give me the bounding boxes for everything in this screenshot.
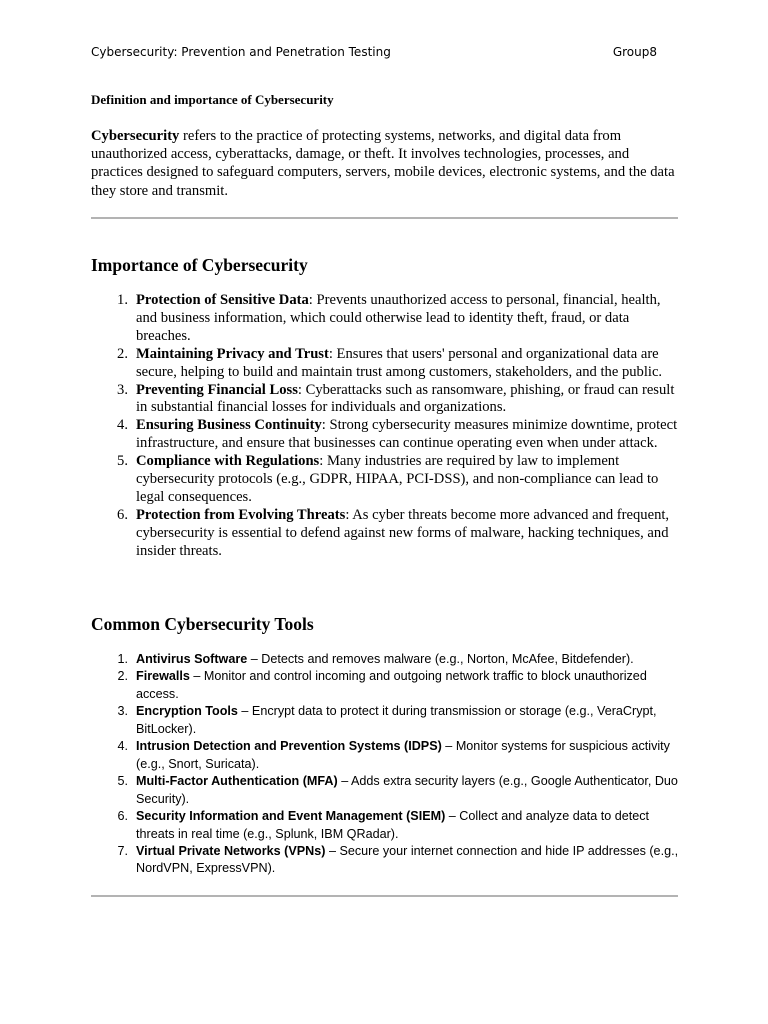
importance-list: [117, 292, 681, 561]
definition-paragraph: [91, 127, 681, 200]
item-title: Compliance with Regulations: [136, 453, 320, 470]
item-text: – Adds extra security layers (e.g., Google Authenticator, Duo Security).: [136, 774, 678, 806]
list-item: [117, 417, 681, 453]
importance-heading: Importance of Cybersecurity: [91, 255, 308, 275]
list-number: 4.: [117, 417, 128, 434]
item-title: Encryption Tools: [136, 704, 238, 719]
item-title: Protection of Sensitive Data: [136, 292, 309, 308]
list-item: [117, 292, 681, 346]
item-text: : Cyberattacks such as ransomware, phishing, or fraud can result in substantial financial losses for individuals and organizations.: [136, 381, 675, 416]
item-title: Antivirus Software: [136, 652, 248, 666]
list-number: 3.: [117, 704, 128, 719]
list-number: 5.: [117, 774, 128, 789]
horizontal-rule: [91, 895, 678, 897]
item-title: Intrusion Detection and Prevention Systems (IDPS): [136, 739, 442, 754]
item-title: Multi-Factor Authentication (MFA): [136, 774, 338, 789]
list-item: [117, 381, 681, 418]
list-item: [117, 651, 681, 668]
item-text: – Monitor and control incoming and outgoing network traffic to block unauthorized access.: [136, 669, 647, 701]
item-title: Firewalls: [136, 669, 190, 684]
item-title: Security Information and Event Management (SIEM): [136, 809, 446, 824]
item-text: : Prevents unauthorized access to personal, financial, health, and business information, which could otherwise lead to identity theft, fraud, or data breaches.: [136, 292, 661, 344]
list-number: 1.: [117, 652, 128, 666]
item-text: – Collect and analyze data to detect threats in real time (e.g., Splunk, IBM QRadar).: [136, 809, 650, 841]
list-item: [117, 808, 681, 843]
list-item: [117, 843, 681, 878]
list-number: 3.: [117, 381, 128, 398]
list-number: 1.: [117, 292, 128, 308]
item-text: – Detects and removes malware (e.g., Norton, McAfee, Bitdefender).: [247, 652, 634, 666]
item-title: Preventing Financial Loss: [136, 381, 298, 398]
list-item: [117, 453, 681, 507]
horizontal-rule: [91, 217, 678, 219]
list-item: [117, 668, 681, 703]
item-text: : As cyber threats become more advanced and frequent, cybersecurity is essential to defend against new forms of malware, hacking techniques, and insider threats.: [136, 506, 670, 559]
item-title: Maintaining Privacy and Trust: [136, 345, 329, 362]
list-item: [117, 345, 681, 382]
definition-text: refers to the practice of protecting systems, networks, and digital data from unauthorized access, cyberattacks, damage, or theft. It involves technologies, processes, and practices designed to safeguard computers, servers, mobile devices, electronic systems, and the data they store and transmit.: [91, 128, 675, 199]
item-text: – Secure your internet connection and hide IP addresses (e.g., NordVPN, ExpressVPN).: [136, 843, 679, 876]
list-number: 6.: [117, 506, 128, 523]
tools-heading: Common Cybersecurity Tools: [91, 614, 314, 634]
list-number: 4.: [117, 739, 128, 754]
item-text: – Encrypt data to protect it during transmission or storage (e.g., VeraCrypt, BitLocker).: [136, 704, 657, 736]
item-title: Ensuring Business Continuity: [136, 417, 322, 434]
tools-list: [117, 651, 681, 878]
item-text: – Monitor systems for suspicious activity (e.g., Snort, Suricata).: [136, 739, 670, 771]
list-number: 2.: [117, 345, 128, 362]
list-number: 7.: [117, 843, 128, 858]
page-header: [91, 45, 657, 65]
item-text: : Strong cybersecurity measures minimize downtime, protect infrastructure, and ensure that businesses can continue operating even when under attack.: [136, 417, 678, 452]
item-title: Protection from Evolving Threats: [136, 506, 346, 523]
definition-term: Cybersecurity: [91, 128, 180, 144]
list-number: 2.: [117, 669, 128, 684]
list-item: [117, 506, 681, 561]
item-title: Virtual Private Networks (VPNs): [136, 843, 326, 858]
definition-heading: Definition and importance of Cybersecurity: [91, 92, 334, 107]
list-number: 6.: [117, 809, 128, 824]
list-number: 5.: [117, 453, 128, 470]
header-group: Group8: [612, 45, 657, 59]
list-item: [117, 738, 681, 773]
list-item: [117, 703, 681, 738]
header-title: Cybersecurity: Prevention and Penetration Testing: [91, 45, 391, 59]
item-text: : Many industries are required by law to implement cybersecurity protocols (e.g., GDPR, HIPAA, PCI-DSS), and non-compliance can lead to legal consequences.: [136, 453, 659, 505]
list-item: [117, 773, 681, 808]
item-text: : Ensures that users' personal and organizational data are secure, helping to build and maintain trust among customers, stakeholders, and the public.: [136, 345, 663, 380]
